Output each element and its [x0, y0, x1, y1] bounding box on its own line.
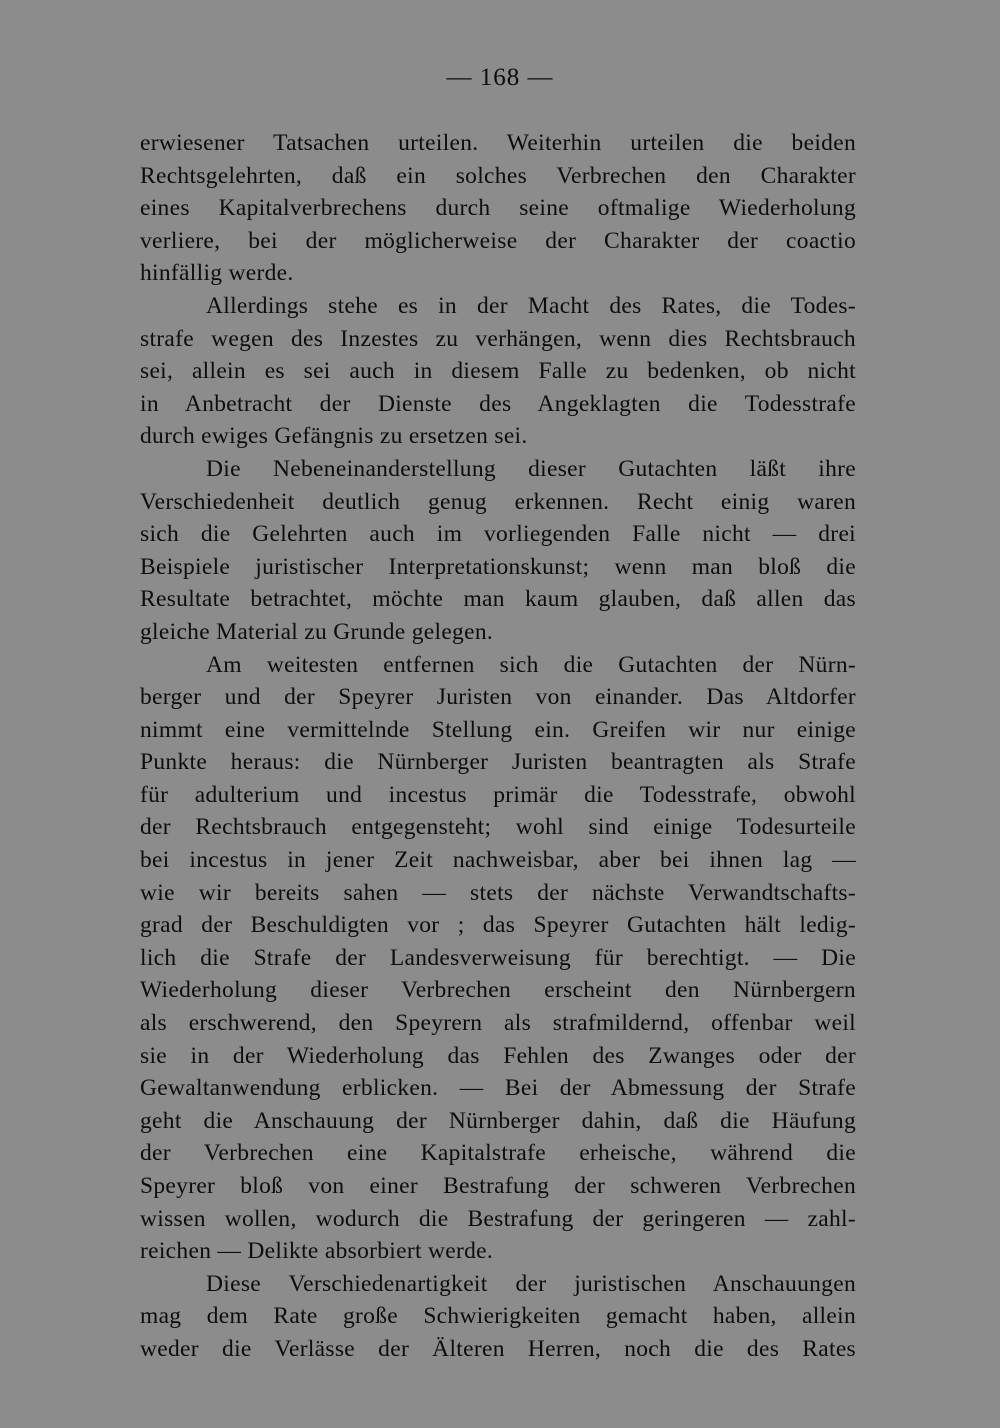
text-line: verliere, bei der möglicherweise der Charakter der coactio — [140, 227, 856, 254]
text-line: berger und der Speyrer Juristen von einander. Das Altdorfer — [140, 684, 856, 711]
text-line: der Verbrechen eine Kapitalstrafe erheische, während die — [140, 1140, 856, 1167]
text-line: in Anbetracht der Dienste des Angeklagten die Todesstrafe — [140, 390, 856, 417]
text-line: durch ewiges Gefängnis zu ersetzen sei. — [140, 423, 528, 450]
text-line: weder die Verlässe der Älteren Herren, noch die des Rates — [140, 1335, 856, 1362]
text-line: wissen wollen, wodurch die Bestrafung der geringeren — zahl- — [140, 1205, 856, 1232]
text-line: als erschwerend, den Speyrern als strafmildernd, offenbar weil — [140, 1010, 856, 1037]
text-line: mag dem Rate große Schwierigkeiten gemacht haben, allein — [140, 1303, 856, 1330]
text-line: grad der Beschuldigten vor ; das Speyrer Gutachten hält ledig- — [140, 912, 856, 939]
text-line: wie wir bereits sahen — stets der nächste Verwandtschafts- — [140, 879, 856, 906]
text-line: Beispiele juristischer Interpretationskunst; wenn man bloß die — [140, 553, 856, 580]
text-line: strafe wegen des Inzestes zu verhängen, wenn dies Rechtsbrauch — [140, 325, 856, 352]
text-line: sie in der Wiederholung das Fehlen des Zwanges oder der — [140, 1042, 856, 1069]
text-line: sei, allein es sei auch in diesem Falle zu bedenken, ob nicht — [140, 358, 856, 385]
page-number: — 168 — — [446, 64, 554, 91]
body-text — [140, 127, 856, 1366]
text-line: hinfällig werde. — [140, 260, 294, 287]
text-line: sich die Gelehrten auch im vorliegenden Falle nicht — drei — [140, 521, 856, 548]
text-line: Wiederholung dieser Verbrechen erscheint den Nürnbergern — [140, 977, 856, 1004]
text-line: bei incestus in jener Zeit nachweisbar, aber bei ihnen lag — — [140, 847, 856, 874]
text-line: Gewaltanwendung erblicken. — Bei der Abmessung der Strafe — [140, 1075, 856, 1102]
text-line: Allerdings stehe es in der Macht des Rates, die Todes- — [206, 292, 856, 319]
text-line: Punkte heraus: die Nürnberger Juristen beantragten als Strafe — [140, 749, 856, 776]
text-line: Diese Verschiedenartigkeit der juristischen Anschauungen — [206, 1270, 856, 1297]
text-line: Speyrer bloß von einer Bestrafung der schweren Verbrechen — [140, 1173, 856, 1199]
text-line: nimmt eine vermittelnde Stellung ein. Greifen wir nur einige — [140, 716, 856, 743]
text-line: lich die Strafe der Landesverweisung für berechtigt. — Die — [140, 944, 856, 971]
text-line: Am weitesten entfernen sich die Gutachten der Nürn- — [206, 651, 856, 678]
text-line: für adulterium und incestus primär die Todesstrafe, obwohl — [140, 781, 856, 808]
text-line: Verschiedenheit deutlich genug erkennen. Recht einig waren — [140, 488, 856, 515]
text-line: reichen — Delikte absorbiert werde. — [140, 1238, 494, 1265]
text-line: Die Nebeneinanderstellung dieser Gutachten läßt ihre — [206, 455, 856, 482]
text-line: eines Kapitalverbrechens durch seine oftmalige Wiederholung — [140, 195, 856, 222]
text-line: Rechtsgelehrten, daß ein solches Verbrechen den Charakter — [140, 162, 856, 189]
text-line: erwiesener Tatsachen urteilen. Weiterhin urteilen die beiden — [140, 130, 856, 156]
text-line: gleiche Material zu Grunde gelegen. — [140, 618, 494, 645]
text-line: der Rechtsbrauch entgegensteht; wohl sind einige Todesurteile — [140, 814, 856, 841]
text-line: Resultate betrachtet, möchte man kaum glauben, daß allen das — [140, 586, 856, 613]
text-line: geht die Anschauung der Nürnberger dahin, daß die Häufung — [140, 1107, 856, 1134]
